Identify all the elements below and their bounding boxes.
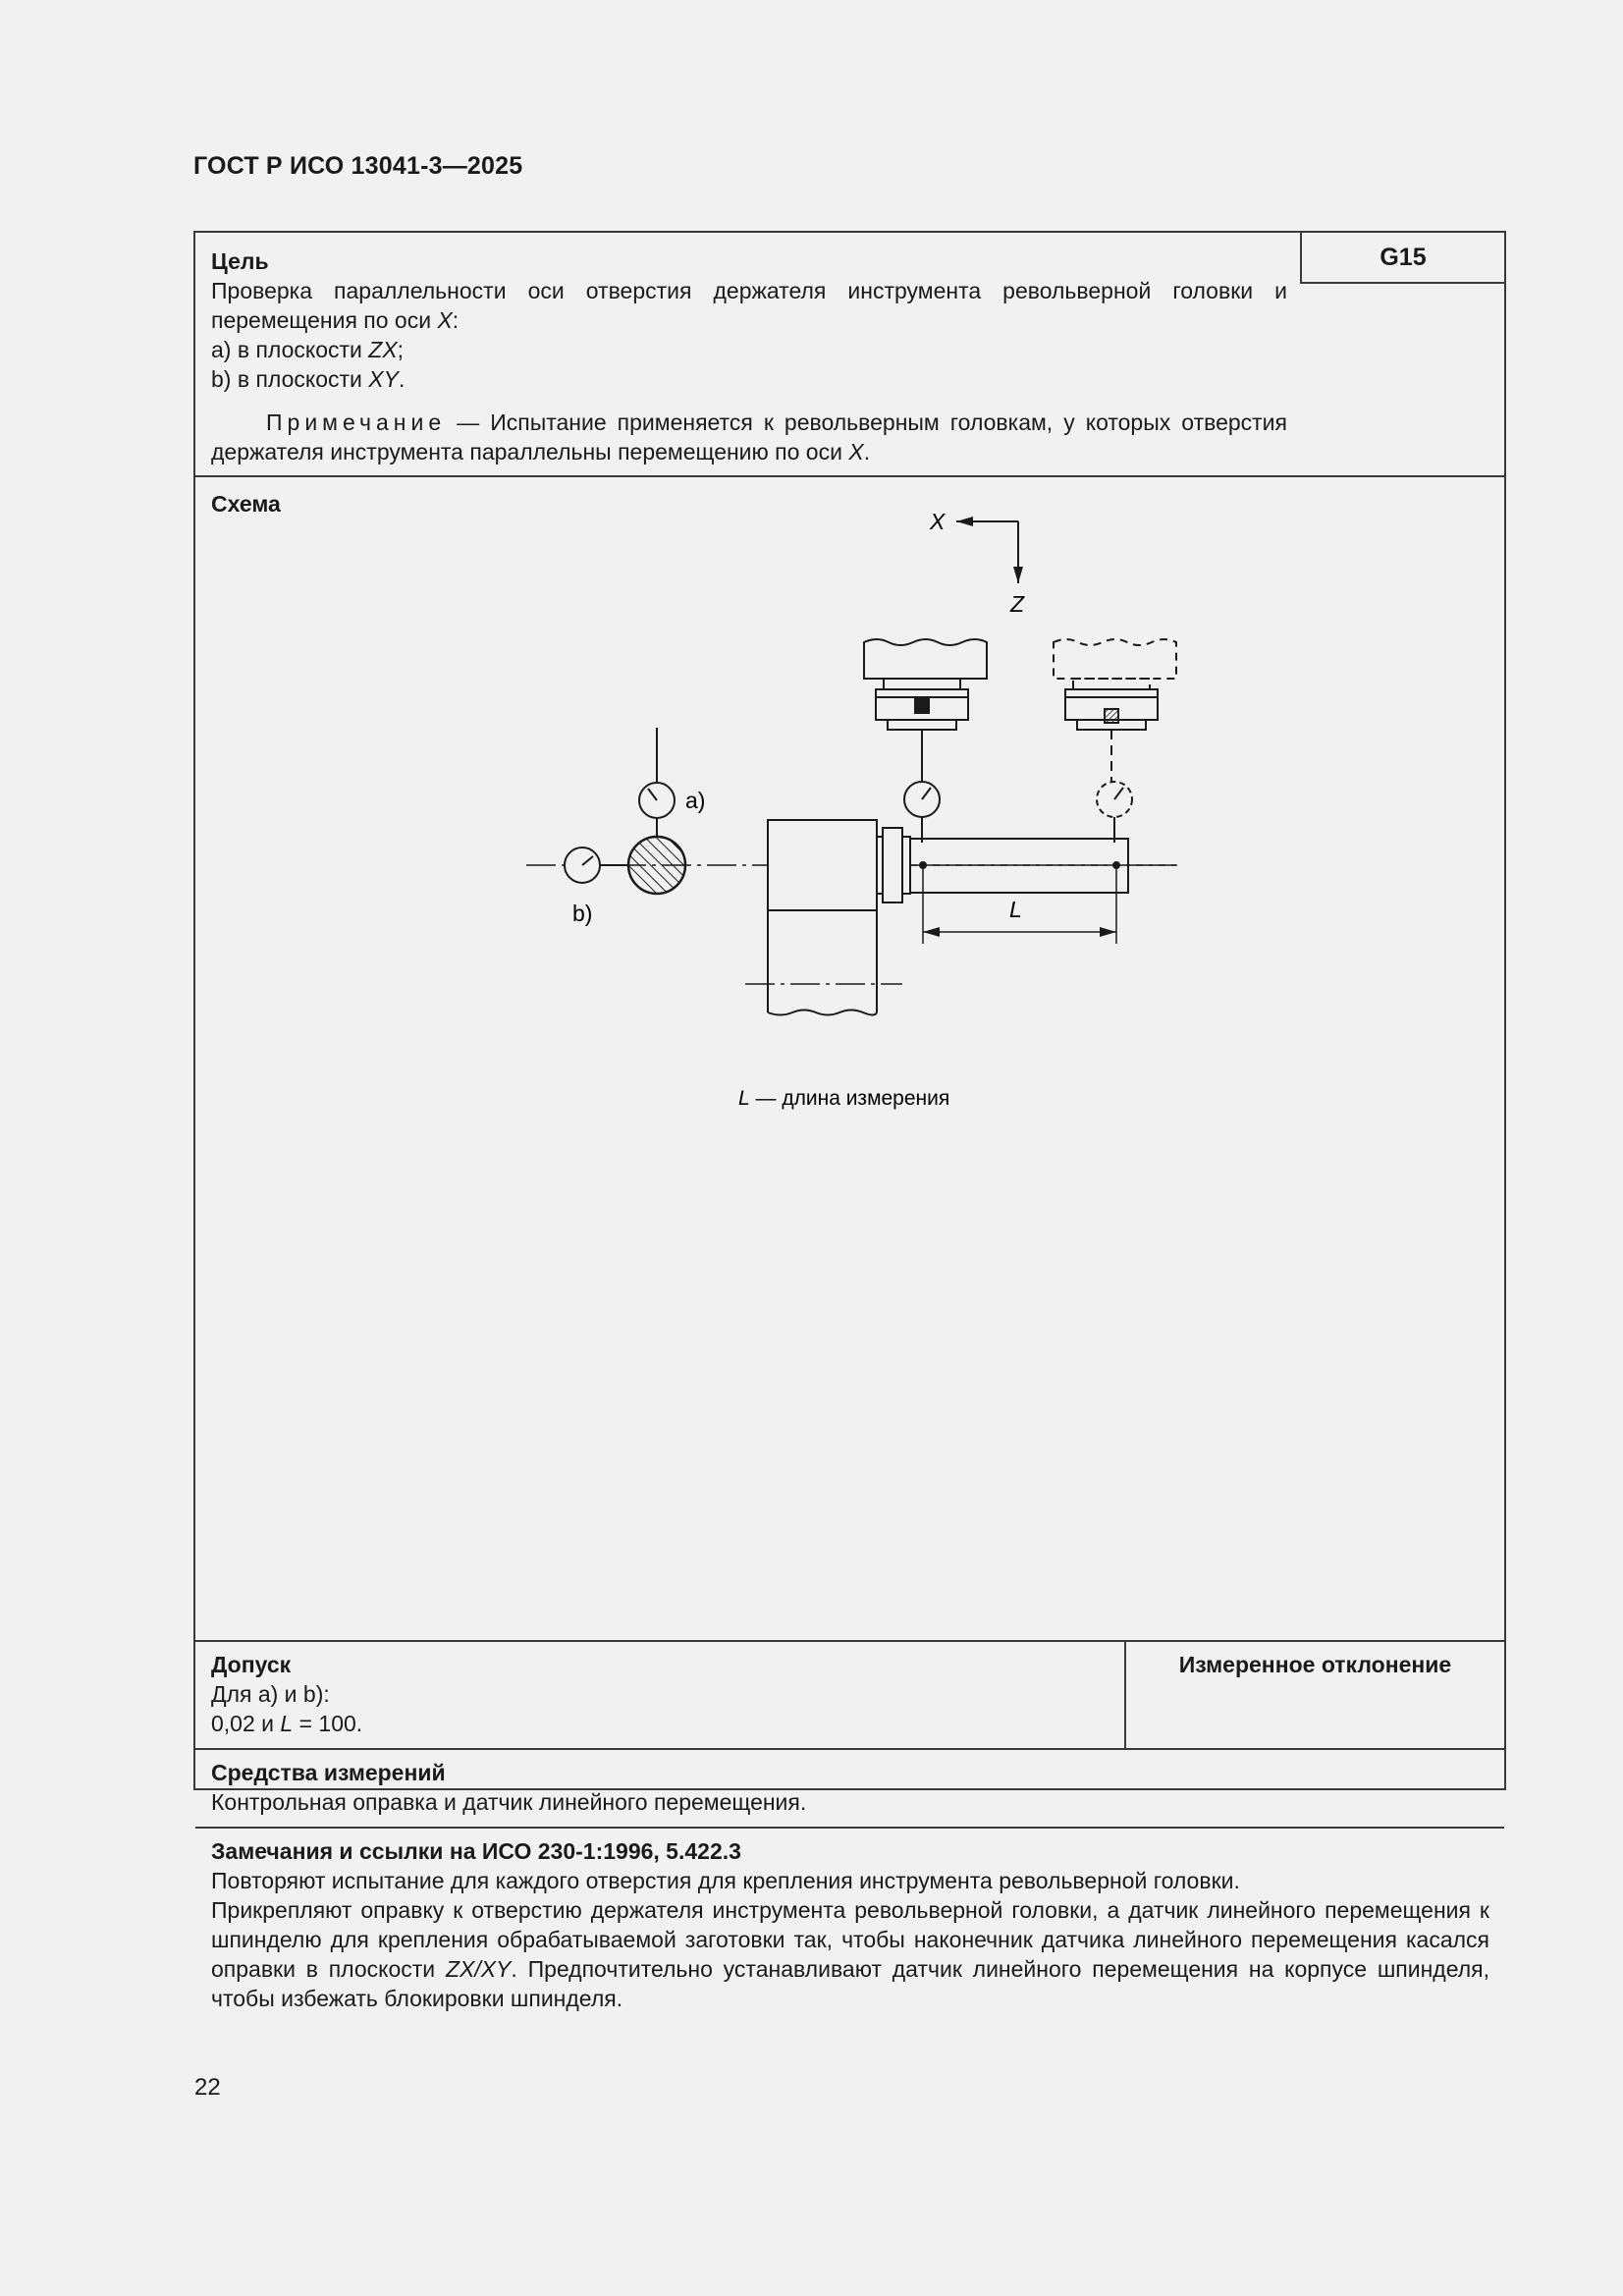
tolerance-section [195,1642,1504,1750]
remarks-section [195,1829,1504,2025]
schema-section [195,477,1504,1642]
remarks-paragraph-2: Прикрепляют оправку к отверстию держателя инструмента револьверной головки, а датчик линейного перемещения к шпинделю для крепления обрабатываемой заготовки так, чтобы наконечник датчика линейного перемещения касался оправки в плоскости ZX/XY. Предпочтительно устанавливают датчик линейного перемещения на корпусе шпинделя, чтобы избежать блокировки шпинделя. [211,1897,1489,2011]
dial-indicator-top-dashed [1097,782,1132,843]
goal-heading: Цель [211,248,269,274]
remarks-heading: Замечания и ссылки на ИСО 230-1:1996, 5.422.3 [211,1838,741,1864]
axis-z-label: Z [1010,591,1025,617]
test-code-badge: G15 [1300,231,1506,284]
goal-note: Примечание — Испытание применяется к револьверным головкам, у которых отверстия держателя инструмента параллельны перемещению по оси X. [211,410,1287,465]
measuring-instruments-heading: Средства измерений [211,1760,446,1785]
measuring-instruments-section [195,1750,1504,1829]
axis-x-label: X [930,509,946,534]
goal-section [195,233,1504,477]
measuring-instruments-text: Контрольная оправка и датчик линейного перемещения. [211,1789,807,1815]
goal-item-b: b) в плоскости XY. [211,366,406,392]
label-a: a) [685,788,706,813]
schema-heading: Схема [211,491,281,517]
diagram-legend: L — длина измерения [738,1087,950,1110]
tolerance-line-2: 0,02 и L = 100. [211,1711,363,1736]
dial-indicator-a [639,728,705,837]
goal-item-a: a) в плоскости ZX; [211,337,405,362]
tolerance-line-1: Для a) и b): [211,1681,330,1707]
axis-indicator [929,509,1025,617]
document-title: ГОСТ Р ИСО 13041-3—2025 [193,152,523,180]
dimension-L-label: L [1009,897,1022,922]
page-number: 22 [194,2074,221,2101]
label-b: b) [572,901,593,926]
test-sheet-table [193,231,1506,2011]
dial-indicator-top-solid [904,782,940,843]
turret-holder-dashed [1054,639,1176,782]
remarks-paragraph-1: Повторяют испытание для каждого отверстия для крепления инструмента револьверной головки. [211,1868,1240,1893]
measurement-length-dimension [923,869,1116,944]
goal-description: Проверка параллельности оси отверстия держателя инструмента револьверной головки и перемещения по оси X: [211,278,1287,333]
dial-indicator-b [565,847,628,926]
measured-deviation-heading: Измеренное отклонение [1178,1652,1452,1677]
turret-holder-solid [864,639,987,782]
test-setup-diagram [195,477,1504,1640]
tolerance-heading: Допуск [211,1652,292,1677]
mandrel-flange [877,828,910,902]
mandrel-cross-section [628,837,685,894]
